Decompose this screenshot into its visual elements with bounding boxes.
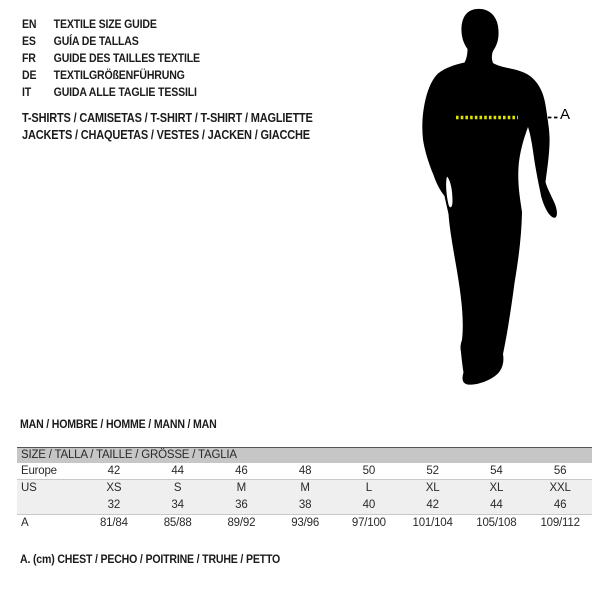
size-cell: 44 (171, 464, 184, 477)
size-cell: 105/108 (476, 516, 517, 529)
language-title: TEXTILE SIZE GUIDE (53, 17, 157, 31)
size-cell: 93/96 (291, 516, 320, 529)
size-cell: 38 (298, 499, 312, 511)
size-cell: 44 (490, 499, 503, 511)
language-code: EN (22, 17, 37, 31)
size-cell: XL (425, 482, 440, 494)
language-row-en (22, 16, 200, 33)
language-title: GUÍA DE TALLAS (53, 34, 139, 48)
size-cell: 81/84 (99, 516, 128, 529)
language-code: DE (22, 68, 37, 82)
language-row-it (22, 84, 200, 101)
figure-man (390, 0, 600, 410)
size-cell: 42 (426, 499, 439, 511)
size-cell: 54 (490, 464, 503, 477)
size-cell: 101/104 (412, 516, 453, 529)
size-cell: 89/92 (227, 516, 256, 529)
size-cell: XS (106, 482, 122, 494)
table-row-numeric (17, 497, 592, 514)
size-cell: 85/88 (163, 516, 192, 529)
size-row-label: A (21, 516, 29, 529)
size-cell: 32 (107, 499, 121, 511)
measure-label-a: A (560, 106, 571, 123)
size-cell: 46 (235, 464, 248, 477)
language-title: TEXTILGRÖßENFÜHRUNG (53, 68, 185, 82)
size-cell: 56 (553, 464, 567, 477)
size-cell: 40 (362, 499, 376, 511)
size-cell: 50 (362, 464, 376, 477)
size-cell: 97/100 (351, 516, 386, 529)
language-row-fr (22, 50, 200, 67)
category-line-jackets: JACKETS / CHAQUETAS / VESTES / JACKEN / GIACCHE (22, 128, 310, 142)
category-line-tshirts: T-SHIRTS / CAMISETAS / T-SHIRT / T-SHIRT / MAGLIETTE (22, 111, 313, 125)
size-cell: 36 (235, 499, 248, 511)
table-row-us (17, 480, 592, 497)
size-row-label: US (21, 482, 37, 494)
language-title: GUIDE DES TAILLES TEXTILE (53, 51, 200, 65)
size-cell: S (173, 482, 182, 494)
section-title-man: MAN / HOMBRE / HOMME / MANN / MAN (20, 417, 217, 431)
table-row-chest-a (17, 514, 592, 531)
size-row-label: Europe (21, 464, 57, 477)
language-code: FR (22, 51, 36, 65)
size-cell: 48 (298, 464, 312, 477)
table-row-europe (17, 463, 592, 480)
footnote-chest: A. (cm) CHEST / PECHO / POITRINE / TRUHE / PETTO (20, 552, 281, 566)
man-silhouette-svg (390, 0, 600, 410)
language-list (22, 16, 200, 101)
size-cell: 109/112 (540, 516, 580, 529)
size-cell: 46 (553, 499, 567, 511)
size-table (17, 447, 592, 531)
size-cell: 52 (426, 464, 439, 477)
man-silhouette (422, 9, 557, 385)
category-lines (22, 110, 313, 144)
language-row-es (22, 33, 200, 50)
size-cell: 42 (107, 464, 121, 477)
language-code: ES (22, 34, 36, 48)
language-code: IT (22, 85, 32, 99)
language-row-de (22, 67, 200, 84)
language-title: GUIDA ALLE TAGLIE TESSILI (53, 85, 197, 99)
size-table-header: SIZE / TALLA / TAILLE / GRÖSSE / TAGLIA (17, 448, 592, 463)
size-cell: M (236, 482, 247, 494)
size-cell: 34 (171, 499, 184, 511)
size-cell: XL (489, 482, 504, 494)
size-cell: M (300, 482, 310, 494)
size-cell: L (365, 482, 372, 494)
size-cell: XXL (549, 482, 571, 494)
